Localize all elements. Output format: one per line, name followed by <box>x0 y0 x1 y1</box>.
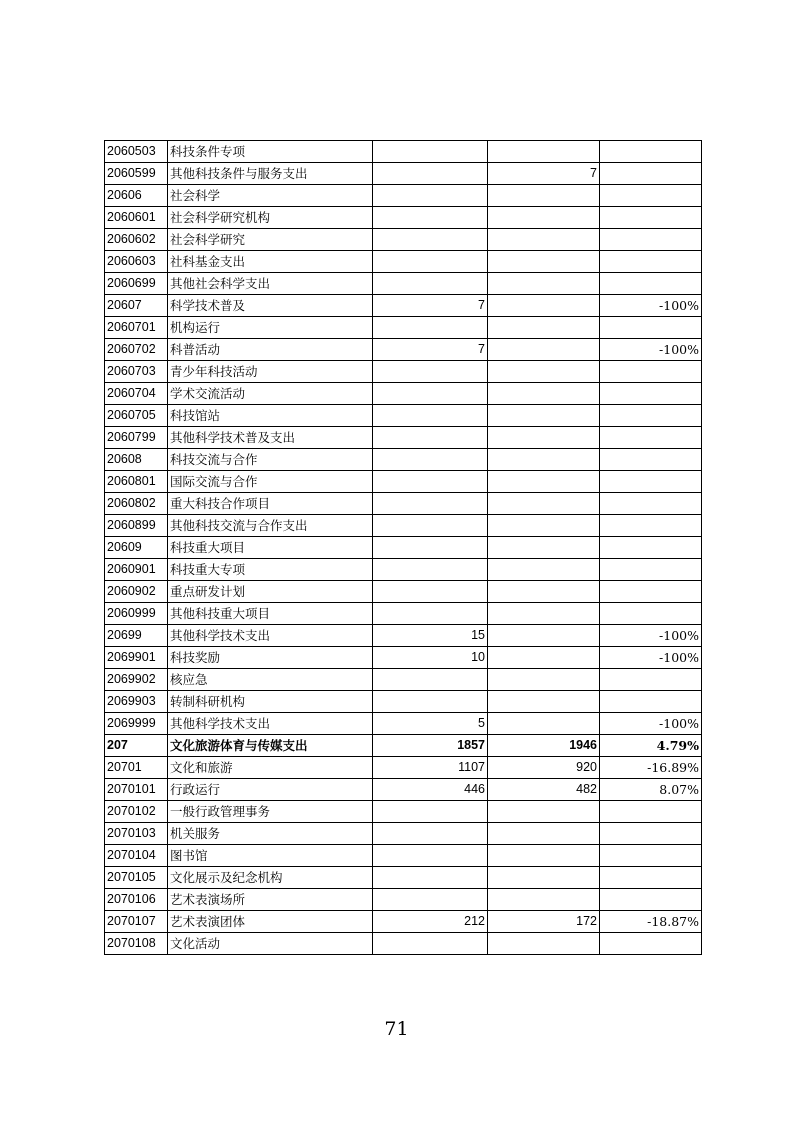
table-row <box>105 273 702 295</box>
amount-cell-2 <box>488 801 600 823</box>
item-code-cell: 2069902 <box>105 669 168 691</box>
item-name-cell: 其他科学技术支出 <box>168 625 373 647</box>
item-code-cell: 2060802 <box>105 493 168 515</box>
amount-cell-2 <box>488 493 600 515</box>
amount-cell-1: 5 <box>373 713 488 735</box>
change-percent-cell <box>600 207 702 229</box>
item-code-cell: 2060503 <box>105 141 168 163</box>
item-name-cell: 其他科学技术普及支出 <box>168 427 373 449</box>
amount-cell-1 <box>373 537 488 559</box>
change-percent-cell <box>600 493 702 515</box>
change-percent-cell: -100% <box>600 647 702 669</box>
budget-table-body <box>105 141 702 955</box>
item-code-cell: 2060702 <box>105 339 168 361</box>
amount-cell-2 <box>488 889 600 911</box>
table-row <box>105 669 702 691</box>
item-name-cell: 科学技术普及 <box>168 295 373 317</box>
item-name-cell: 其他科技重大项目 <box>168 603 373 625</box>
amount-cell-2 <box>488 141 600 163</box>
item-name-cell: 科技条件专项 <box>168 141 373 163</box>
amount-cell-1: 7 <box>373 295 488 317</box>
change-percent-cell <box>600 251 702 273</box>
item-code-cell: 20606 <box>105 185 168 207</box>
table-row <box>105 713 702 735</box>
amount-cell-1 <box>373 383 488 405</box>
change-percent-cell <box>600 449 702 471</box>
table-row <box>105 735 702 757</box>
amount-cell-1: 15 <box>373 625 488 647</box>
amount-cell-2 <box>488 361 600 383</box>
item-code-cell: 2070102 <box>105 801 168 823</box>
item-code-cell: 2060602 <box>105 229 168 251</box>
change-percent-cell <box>600 801 702 823</box>
item-name-cell: 重大科技合作项目 <box>168 493 373 515</box>
change-percent-cell <box>600 185 702 207</box>
table-row <box>105 867 702 889</box>
item-name-cell: 文化和旅游 <box>168 757 373 779</box>
table-row <box>105 603 702 625</box>
amount-cell-1 <box>373 427 488 449</box>
page-number: 71 <box>384 1018 409 1040</box>
item-name-cell: 国际交流与合作 <box>168 471 373 493</box>
item-name-cell: 学术交流活动 <box>168 383 373 405</box>
amount-cell-1 <box>373 867 488 889</box>
table-row <box>105 823 702 845</box>
item-code-cell: 2060701 <box>105 317 168 339</box>
amount-cell-1 <box>373 559 488 581</box>
item-name-cell: 文化展示及纪念机构 <box>168 867 373 889</box>
change-percent-cell <box>600 845 702 867</box>
item-name-cell: 文化旅游体育与传媒支出 <box>168 735 373 757</box>
amount-cell-1 <box>373 405 488 427</box>
amount-cell-1 <box>373 889 488 911</box>
item-code-cell: 2070103 <box>105 823 168 845</box>
amount-cell-2 <box>488 625 600 647</box>
item-name-cell: 文化活动 <box>168 933 373 955</box>
item-code-cell: 2069903 <box>105 691 168 713</box>
item-code-cell: 2060704 <box>105 383 168 405</box>
item-code-cell: 2060999 <box>105 603 168 625</box>
amount-cell-1: 10 <box>373 647 488 669</box>
amount-cell-2 <box>488 427 600 449</box>
table-row <box>105 361 702 383</box>
change-percent-cell <box>600 823 702 845</box>
change-percent-cell <box>600 559 702 581</box>
change-percent-cell: -18.87% <box>600 911 702 933</box>
change-percent-cell <box>600 405 702 427</box>
item-name-cell: 其他社会科学支出 <box>168 273 373 295</box>
table-row <box>105 185 702 207</box>
item-code-cell: 2070108 <box>105 933 168 955</box>
table-row <box>105 207 702 229</box>
item-name-cell: 图书馆 <box>168 845 373 867</box>
amount-cell-2 <box>488 273 600 295</box>
budget-table <box>104 140 702 955</box>
item-name-cell: 其他科技交流与合作支出 <box>168 515 373 537</box>
change-percent-cell <box>600 889 702 911</box>
item-name-cell: 艺术表演团体 <box>168 911 373 933</box>
change-percent-cell: -100% <box>600 339 702 361</box>
item-name-cell: 科技重大专项 <box>168 559 373 581</box>
table-row <box>105 449 702 471</box>
item-code-cell: 20609 <box>105 537 168 559</box>
amount-cell-2 <box>488 845 600 867</box>
amount-cell-1: 1857 <box>373 735 488 757</box>
amount-cell-2 <box>488 317 600 339</box>
amount-cell-1 <box>373 251 488 273</box>
amount-cell-2 <box>488 537 600 559</box>
amount-cell-2 <box>488 713 600 735</box>
change-percent-cell <box>600 537 702 559</box>
change-percent-cell <box>600 163 702 185</box>
change-percent-cell <box>600 515 702 537</box>
amount-cell-2: 482 <box>488 779 600 801</box>
item-code-cell: 2060902 <box>105 581 168 603</box>
item-code-cell: 2070107 <box>105 911 168 933</box>
item-name-cell: 机关服务 <box>168 823 373 845</box>
amount-cell-2 <box>488 339 600 361</box>
amount-cell-2: 172 <box>488 911 600 933</box>
amount-cell-2 <box>488 581 600 603</box>
table-row <box>105 933 702 955</box>
amount-cell-1 <box>373 933 488 955</box>
item-code-cell: 2060901 <box>105 559 168 581</box>
item-code-cell: 2060703 <box>105 361 168 383</box>
amount-cell-2 <box>488 669 600 691</box>
amount-cell-2: 1946 <box>488 735 600 757</box>
table-row <box>105 581 702 603</box>
change-percent-cell: -100% <box>600 295 702 317</box>
amount-cell-1 <box>373 581 488 603</box>
item-name-cell: 科技交流与合作 <box>168 449 373 471</box>
amount-cell-1 <box>373 691 488 713</box>
amount-cell-2 <box>488 603 600 625</box>
table-row <box>105 339 702 361</box>
item-name-cell: 社会科学 <box>168 185 373 207</box>
change-percent-cell <box>600 669 702 691</box>
item-name-cell: 社会科学研究 <box>168 229 373 251</box>
item-name-cell: 科技馆站 <box>168 405 373 427</box>
table-row <box>105 515 702 537</box>
table-row <box>105 911 702 933</box>
amount-cell-2 <box>488 867 600 889</box>
item-code-cell: 2060601 <box>105 207 168 229</box>
item-code-cell: 2060801 <box>105 471 168 493</box>
change-percent-cell: -16.89% <box>600 757 702 779</box>
amount-cell-2 <box>488 185 600 207</box>
change-percent-cell: -100% <box>600 625 702 647</box>
amount-cell-2 <box>488 449 600 471</box>
item-code-cell: 2060599 <box>105 163 168 185</box>
item-code-cell: 2060705 <box>105 405 168 427</box>
table-row <box>105 779 702 801</box>
item-code-cell: 207 <box>105 735 168 757</box>
amount-cell-1 <box>373 845 488 867</box>
amount-cell-1 <box>373 493 488 515</box>
change-percent-cell: -100% <box>600 713 702 735</box>
item-code-cell: 2060603 <box>105 251 168 273</box>
table-row <box>105 691 702 713</box>
item-code-cell: 2069901 <box>105 647 168 669</box>
item-code-cell: 2070101 <box>105 779 168 801</box>
table-row <box>105 229 702 251</box>
table-row <box>105 251 702 273</box>
amount-cell-1: 7 <box>373 339 488 361</box>
item-code-cell: 2070104 <box>105 845 168 867</box>
item-name-cell: 机构运行 <box>168 317 373 339</box>
amount-cell-1 <box>373 823 488 845</box>
amount-cell-1 <box>373 207 488 229</box>
amount-cell-1 <box>373 471 488 493</box>
amount-cell-2 <box>488 823 600 845</box>
change-percent-cell <box>600 471 702 493</box>
table-row <box>105 163 702 185</box>
table-row <box>105 559 702 581</box>
amount-cell-2 <box>488 691 600 713</box>
change-percent-cell: 4.79% <box>600 735 702 757</box>
amount-cell-2 <box>488 383 600 405</box>
table-row <box>105 317 702 339</box>
amount-cell-1 <box>373 669 488 691</box>
amount-cell-2 <box>488 405 600 427</box>
item-code-cell: 2060799 <box>105 427 168 449</box>
table-row <box>105 757 702 779</box>
amount-cell-1 <box>373 603 488 625</box>
item-name-cell: 重点研发计划 <box>168 581 373 603</box>
amount-cell-2 <box>488 471 600 493</box>
amount-cell-1: 1107 <box>373 757 488 779</box>
item-code-cell: 2060699 <box>105 273 168 295</box>
amount-cell-2 <box>488 515 600 537</box>
table-row <box>105 801 702 823</box>
item-name-cell: 科普活动 <box>168 339 373 361</box>
item-name-cell: 科技重大项目 <box>168 537 373 559</box>
item-name-cell: 一般行政管理事务 <box>168 801 373 823</box>
item-code-cell: 20699 <box>105 625 168 647</box>
amount-cell-1 <box>373 801 488 823</box>
table-row <box>105 427 702 449</box>
table-row <box>105 295 702 317</box>
table-row <box>105 471 702 493</box>
change-percent-cell <box>600 361 702 383</box>
amount-cell-1 <box>373 141 488 163</box>
amount-cell-1 <box>373 185 488 207</box>
item-name-cell: 青少年科技活动 <box>168 361 373 383</box>
amount-cell-1 <box>373 317 488 339</box>
amount-cell-1: 446 <box>373 779 488 801</box>
amount-cell-1 <box>373 361 488 383</box>
table-row <box>105 383 702 405</box>
table-row <box>105 537 702 559</box>
item-name-cell: 科技奖励 <box>168 647 373 669</box>
change-percent-cell <box>600 427 702 449</box>
amount-cell-2: 920 <box>488 757 600 779</box>
item-name-cell: 转制科研机构 <box>168 691 373 713</box>
item-name-cell: 行政运行 <box>168 779 373 801</box>
item-code-cell: 2069999 <box>105 713 168 735</box>
change-percent-cell <box>600 691 702 713</box>
item-name-cell: 社科基金支出 <box>168 251 373 273</box>
change-percent-cell <box>600 317 702 339</box>
amount-cell-1 <box>373 163 488 185</box>
amount-cell-1 <box>373 229 488 251</box>
change-percent-cell: 8.07% <box>600 779 702 801</box>
table-row <box>105 889 702 911</box>
table-row <box>105 405 702 427</box>
item-code-cell: 2070105 <box>105 867 168 889</box>
amount-cell-1 <box>373 273 488 295</box>
amount-cell-1 <box>373 449 488 471</box>
item-name-cell: 社会科学研究机构 <box>168 207 373 229</box>
change-percent-cell <box>600 383 702 405</box>
table-row <box>105 625 702 647</box>
amount-cell-2: 7 <box>488 163 600 185</box>
table-row <box>105 647 702 669</box>
amount-cell-1: 212 <box>373 911 488 933</box>
item-name-cell: 其他科学技术支出 <box>168 713 373 735</box>
item-code-cell: 20607 <box>105 295 168 317</box>
amount-cell-1 <box>373 515 488 537</box>
change-percent-cell <box>600 933 702 955</box>
amount-cell-2 <box>488 229 600 251</box>
item-code-cell: 20608 <box>105 449 168 471</box>
amount-cell-2 <box>488 559 600 581</box>
item-code-cell: 2060899 <box>105 515 168 537</box>
amount-cell-2 <box>488 295 600 317</box>
table-row <box>105 141 702 163</box>
item-name-cell: 艺术表演场所 <box>168 889 373 911</box>
amount-cell-2 <box>488 251 600 273</box>
item-name-cell: 核应急 <box>168 669 373 691</box>
item-name-cell: 其他科技条件与服务支出 <box>168 163 373 185</box>
change-percent-cell <box>600 273 702 295</box>
amount-cell-2 <box>488 933 600 955</box>
change-percent-cell <box>600 867 702 889</box>
table-row <box>105 493 702 515</box>
change-percent-cell <box>600 141 702 163</box>
change-percent-cell <box>600 581 702 603</box>
change-percent-cell <box>600 229 702 251</box>
amount-cell-2 <box>488 647 600 669</box>
item-code-cell: 2070106 <box>105 889 168 911</box>
amount-cell-2 <box>488 207 600 229</box>
change-percent-cell <box>600 603 702 625</box>
item-code-cell: 20701 <box>105 757 168 779</box>
table-row <box>105 845 702 867</box>
